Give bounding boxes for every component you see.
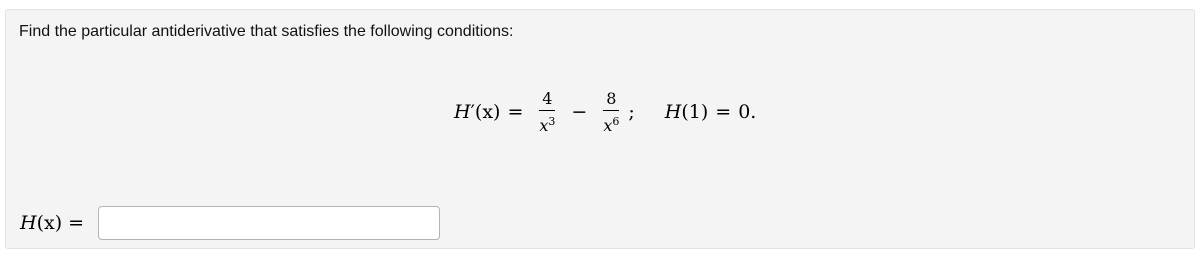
given-equation — [454, 87, 756, 137]
fraction-2-numerator: 8 — [603, 90, 619, 111]
answer-equals-sign: = — [68, 212, 85, 234]
answer-input[interactable] — [98, 206, 440, 240]
fraction-1-base: x — [539, 115, 549, 135]
semicolon-separator: ; — [628, 101, 635, 123]
fraction-term-2 — [600, 90, 622, 135]
fraction-1-denominator — [536, 111, 558, 135]
prime-symbol: ′ — [470, 101, 475, 123]
fraction-1-numerator: 4 — [539, 90, 555, 111]
condition-equals-sign: = — [715, 101, 732, 123]
fraction-2-denominator — [600, 111, 622, 135]
answer-argument: (x) — [36, 212, 63, 234]
condition-value: 0. — [738, 101, 757, 123]
answer-row — [20, 206, 440, 240]
equals-sign: = — [507, 101, 524, 123]
condition-function-name: H — [664, 101, 682, 123]
answer-label — [20, 212, 84, 234]
minus-sign: − — [571, 101, 588, 123]
derivative-argument: (x) — [474, 101, 501, 123]
fraction-2-base: x — [603, 115, 613, 135]
condition-argument: (1) — [681, 101, 709, 123]
derivative-function-name: H — [454, 101, 471, 123]
fraction-1-exponent: 3 — [548, 114, 556, 128]
fraction-2-exponent: 6 — [612, 114, 620, 128]
fraction-term-1 — [536, 90, 558, 135]
question-instruction: Find the particular antiderivative that satisfies the following conditions: — [19, 23, 514, 40]
question-panel — [5, 9, 1195, 249]
answer-function-name: H — [20, 212, 37, 234]
